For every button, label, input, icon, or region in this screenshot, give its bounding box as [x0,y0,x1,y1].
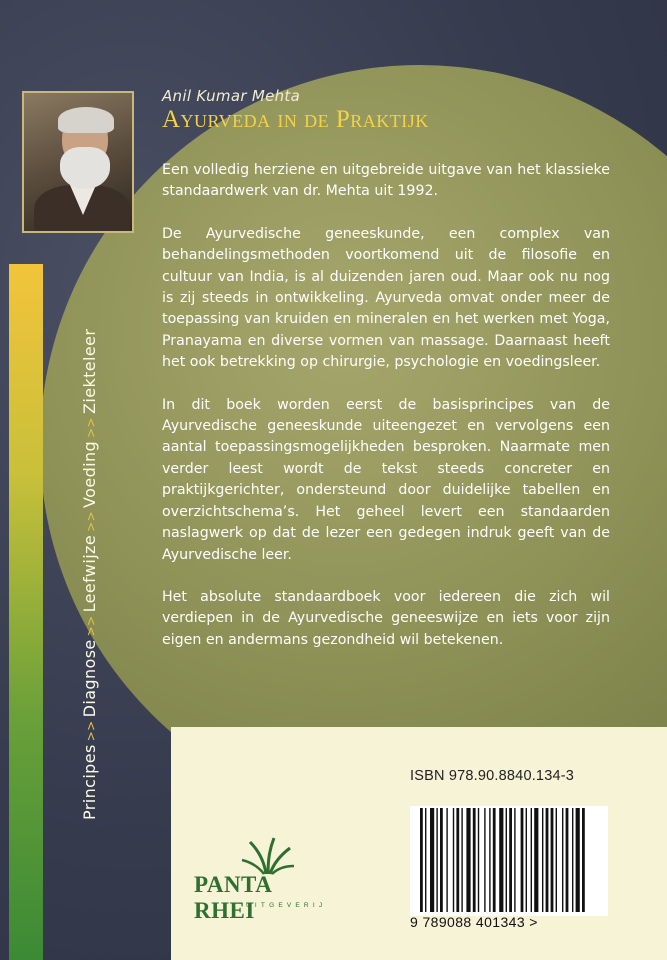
description-paragraph: Een volledig herziene en uitgebreide uitgave van het klassieke standaardwerk van dr. Mehta uit 1992. [162,162,610,200]
topic-ziekteleer: Ziekteleer [80,328,99,414]
description [162,160,610,672]
sidebar-topics [80,329,99,820]
separator: >> [84,510,98,532]
barcode-bars [420,808,598,912]
isbn: ISBN 978.90.8840.134-3 [410,768,575,784]
publisher-sub: UITGEVERIJ [246,902,327,909]
author-photo [22,91,134,233]
barcode [410,806,608,916]
topic-diagnose: Diagnose [80,639,99,718]
separator: >> [84,417,98,438]
description-paragraph: In dit boek worden eerst de basisprincipes van de Ayurvedische geneeskunde uiteengezet en vervolgens een aantal toepassingsmogelijkheden besproken. Naarmate men verder leest wordt de tekst steeds concreter en praktijkgerichter, ondersteund door duidelijke tabellen en overzichtschema’s. Het geheel levert een standaarden naslagwerk op dat de lezer een gedegen indruk geeft van de Ayurvedische leer. [162,396,610,563]
description-paragraph: Het absolute standaardboek voor iedereen die zich wil verdiepen in de Ayurvedische geneeswijze en iets voor zijn eigen en andermans gezondheid wil betekenen. [162,588,610,648]
topic-voeding: Voeding [80,440,99,508]
topic-leefwijze: Leefwijze [80,534,99,613]
book-title: Ayurveda in de Praktijk [162,106,429,133]
author-name: Anil Kumar Mehta [162,87,301,105]
publisher-name: PANTA RHEI [194,872,272,923]
description-paragraph: De Ayurvedische geneeskunde, een complex van behandelingsmethoden voortkomend uit de filosofie en cultuur van India, is al duizenden jaren oud. Maar ook nu nog is zij steeds in ontwikkeling. Ayurveda omvat onder meer de toepassing van kruiden en mineralen en het werken met Yoga, Pranayama en diverse vormen van massage. Daarnaast heeft het ook betrekking op chirurgie, psychologie en voedingsleer. [162,225,610,371]
publisher-logo [194,836,336,923]
plant-icon [194,836,336,876]
separator: >> [84,720,98,742]
color-sidebar [9,264,43,960]
separator: >> [84,615,98,637]
topic-principes: Principes [80,744,99,820]
barcode-digits: 9 789088 401343 > [410,914,538,930]
